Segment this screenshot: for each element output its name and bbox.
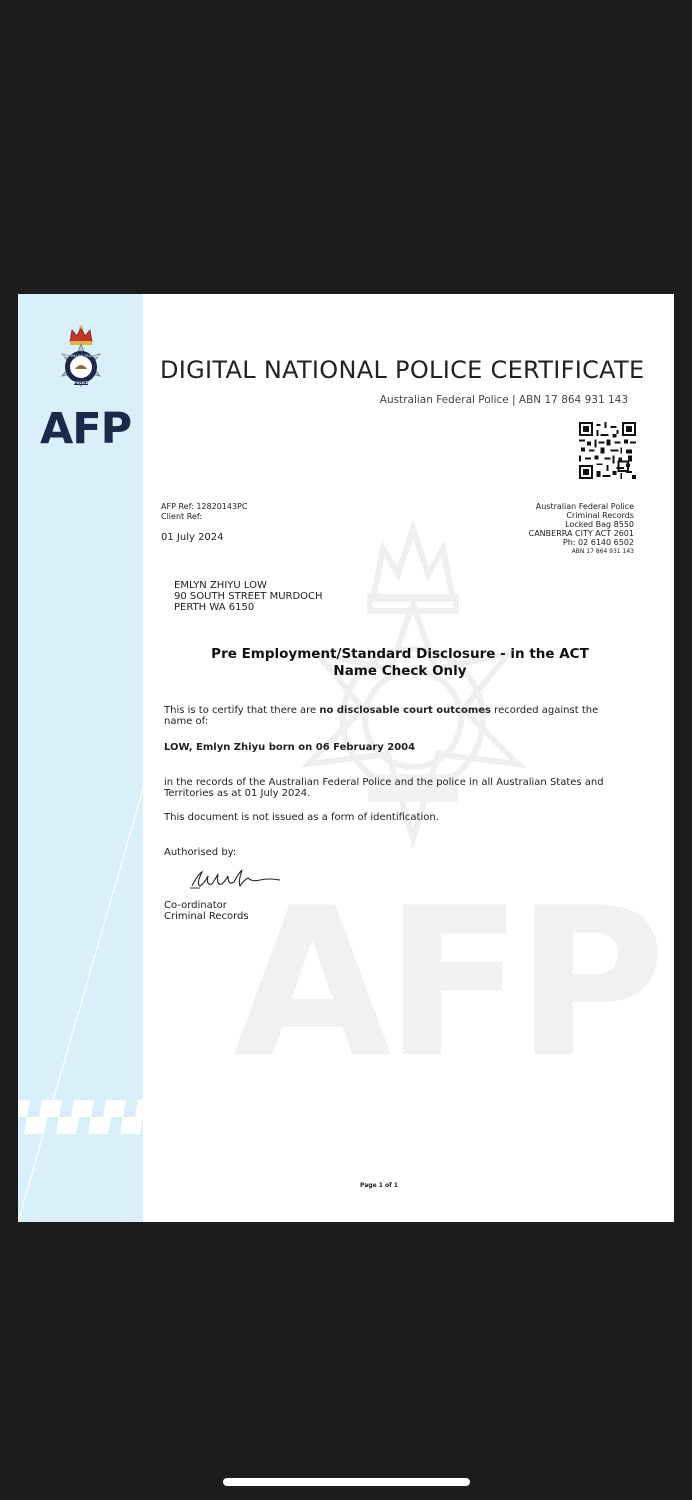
authorised-by-label: Authorised by: bbox=[164, 847, 237, 858]
watermark-afp-text: AFP bbox=[233, 865, 658, 1103]
heading-line-2: Name Check Only bbox=[333, 663, 467, 679]
sender-abn: ABN 17 864 931 143 bbox=[571, 548, 634, 555]
page-number: Page 1 of 1 bbox=[360, 1182, 398, 1189]
signatory-title-line-2: Criminal Records bbox=[164, 911, 249, 922]
certify-bold: no disclosable court outcomes bbox=[319, 705, 491, 716]
recipient-street: 90 SOUTH STREET MURDOCH bbox=[174, 591, 323, 602]
certificate-subtitle: Australian Federal Police | ABN 17 864 931 143 bbox=[379, 394, 628, 406]
sender-line: Ph: 02 6140 6502 bbox=[562, 538, 634, 547]
side-panel bbox=[18, 294, 143, 1222]
certify-post: recorded against the name of: bbox=[164, 705, 599, 727]
sender-line: Locked Bag 8550 bbox=[565, 520, 634, 529]
badge-bottom-text: POLICE bbox=[73, 381, 89, 385]
signatory-title bbox=[164, 900, 614, 922]
signatory-title-line-1: Co-ordinator bbox=[164, 900, 227, 911]
afp-ref: AFP Ref: 12820143PC bbox=[161, 502, 248, 511]
qr-code-icon bbox=[579, 422, 636, 479]
heading-line-1: Pre Employment/Standard Disclosure - in the ACT bbox=[211, 646, 589, 662]
not-id-statement: This document is not issued as a form of identification. bbox=[164, 812, 439, 823]
certify-pre: This is to certify that there are bbox=[164, 705, 320, 716]
recipient-name: EMLYN ZHIYU LOW bbox=[174, 580, 267, 591]
recipient-city: PERTH WA 6150 bbox=[174, 602, 255, 613]
issue-date: 01 July 2024 bbox=[161, 532, 224, 543]
reference-block bbox=[161, 502, 247, 522]
checkered-band bbox=[18, 1100, 143, 1134]
recipient-address bbox=[174, 580, 323, 613]
sender-line: Criminal Records bbox=[566, 511, 634, 520]
sender-line: CANBERRA CITY ACT 2601 bbox=[528, 529, 634, 538]
certificate-title: DIGITAL NATIONAL POLICE CERTIFICATE bbox=[160, 356, 645, 384]
afp-badge-icon bbox=[48, 324, 114, 408]
afp-logo-text: AFP bbox=[40, 404, 132, 454]
disclosure-heading bbox=[160, 646, 640, 680]
signature bbox=[188, 864, 288, 894]
subject-line: LOW, Emlyn Zhiyu born on 06 February 2004 bbox=[164, 742, 416, 753]
certify-statement bbox=[164, 705, 614, 727]
records-statement: in the records of the Australian Federal Police and the police in all Australian States and Territories as at 01 July 2024. bbox=[164, 777, 604, 799]
sender-address bbox=[529, 502, 634, 556]
client-ref: Client Ref: bbox=[161, 512, 203, 521]
home-indicator[interactable] bbox=[223, 1478, 470, 1486]
badge-top-text: AUSTRALIAN FEDERAL bbox=[62, 354, 100, 358]
police-certificate-document bbox=[18, 294, 674, 1222]
sender-line: Australian Federal Police bbox=[535, 502, 634, 511]
